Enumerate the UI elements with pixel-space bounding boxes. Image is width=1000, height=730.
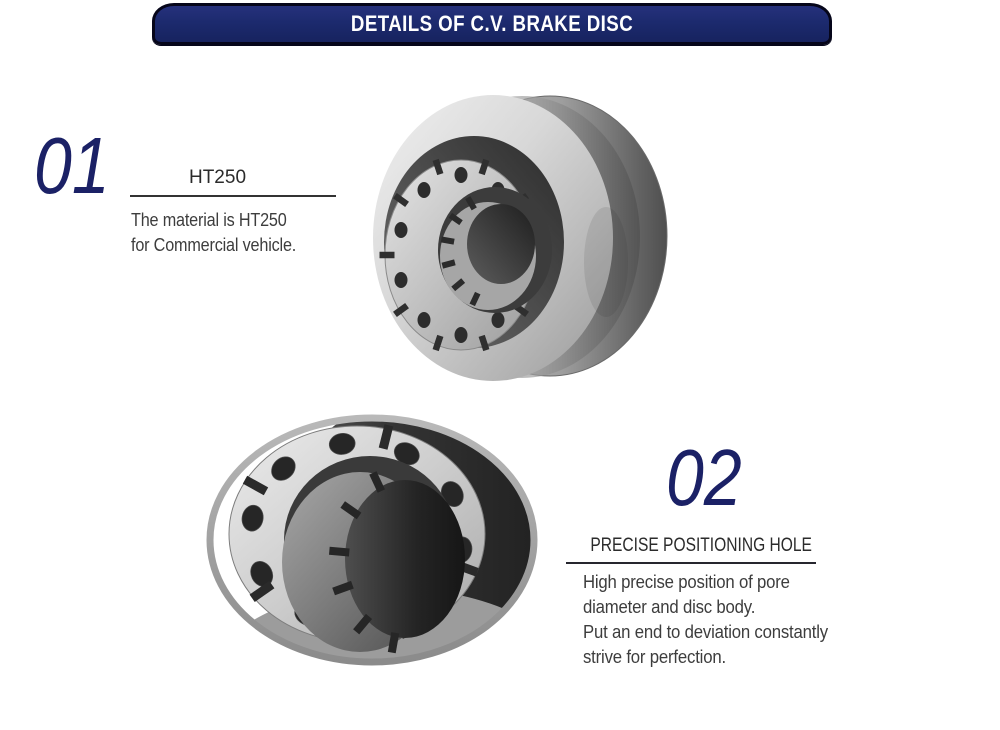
section-01-body-line: for Commercial vehicle.	[131, 235, 297, 255]
section-02-body-line: diameter and disc body.	[583, 597, 756, 617]
section-02-heading	[566, 535, 816, 557]
section-02-body-line: High precise position of pore	[583, 572, 790, 592]
section-01-body-line: The material is HT250	[131, 210, 287, 230]
section-01-number: 01	[34, 121, 110, 210]
section-02-body-line: Put an end to deviation constantly	[583, 622, 828, 642]
section-01-heading: HT250	[188, 167, 247, 188]
title-banner	[152, 3, 832, 45]
section-01-heading-underline	[130, 195, 336, 197]
brake-disc-photo	[368, 92, 668, 384]
section-02-heading-underline	[566, 562, 816, 564]
section-02-body	[583, 570, 828, 670]
section-02-body-line: strive for perfection.	[583, 647, 726, 667]
section-01-body	[131, 208, 296, 258]
brake-disc-hub-closeup-photo	[205, 412, 539, 668]
section-02-number: 02	[666, 433, 742, 522]
section-02-heading-text: PRECISE POSITIONING HOLE	[590, 535, 812, 556]
page-title: DETAILS OF C.V. BRAKE DISC	[350, 11, 634, 36]
